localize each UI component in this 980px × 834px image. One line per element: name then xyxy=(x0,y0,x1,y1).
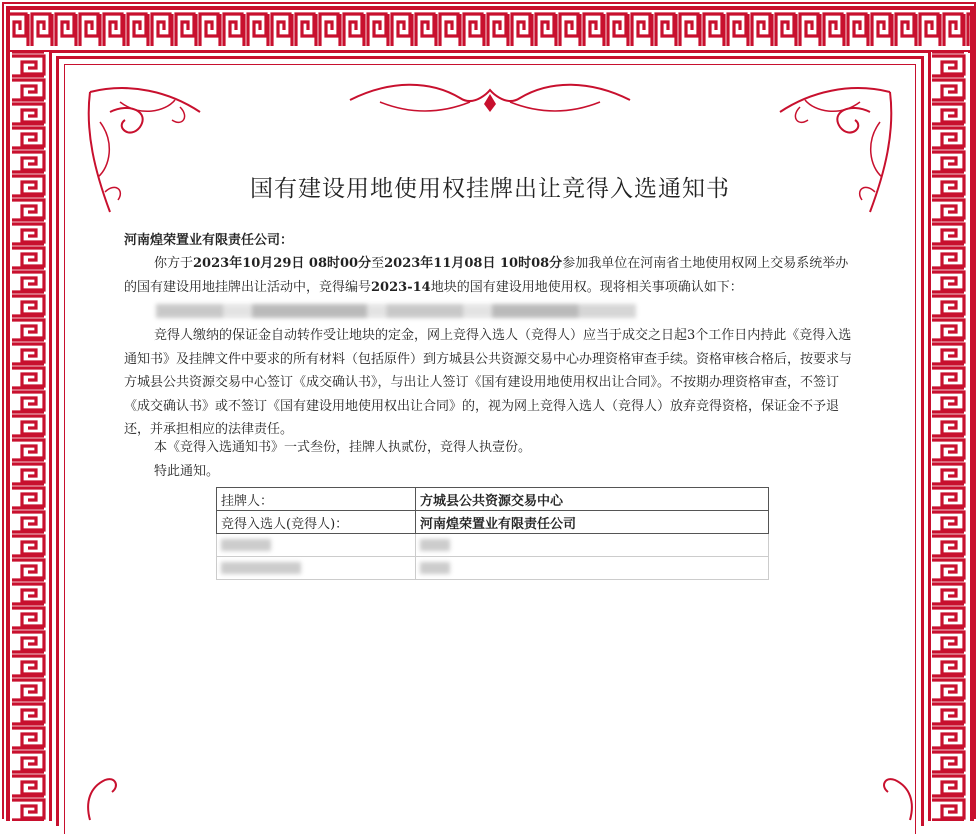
redacted-cell xyxy=(221,562,301,574)
end-time: 2023年11月08日 10时08分 xyxy=(384,256,563,271)
bottom-left-flourish-icon xyxy=(80,772,140,822)
table-key: 竞得入选人(竞得人)： xyxy=(217,511,416,534)
redacted-cell xyxy=(420,562,450,574)
table-row-redacted xyxy=(217,557,769,580)
paragraph-copies: 本《竞得入选通知书》一式叁份，挂牌人执贰份，竞得人执壹份。 xyxy=(154,440,532,455)
table-row xyxy=(217,511,769,534)
table-row xyxy=(217,488,769,511)
table-value: 方城县公共资源交易中心 xyxy=(416,488,769,511)
bottom-right-flourish-icon xyxy=(860,772,920,822)
start-time: 2023年10月29日 08时00分 xyxy=(193,256,372,271)
table-key: 挂牌人： xyxy=(217,488,416,511)
document-title: 国有建设用地使用权挂牌出让竞得入选通知书 xyxy=(250,176,730,202)
top-center-ornament-icon xyxy=(340,80,640,120)
paragraph-closing: 特此通知。 xyxy=(154,464,220,479)
paragraph-deposit-terms: 竞得人缴纳的保证金自动转作受让地块的定金，网上竞得入选人（竞得人）应当于成交之日起3个工作日内持此《竞得入选通知书》及挂牌文件中要求的所有材料（包括原件）到方城县公共资源交易中心办理资格审查手续。资格审核合格后，按要求与方城县公共资源交易中心签订《成交确认书》，与出让人签订《国有建设用地使用权出让合同》。不按期办理资格审查，不签订《成交确认书》或不签订《国有建设用地使用权出让合同》的，视为网上竞得入选人（竞得人）放弃竞得资格，保证金不予退还，并承担相应的法律责任。 xyxy=(124,328,853,437)
paragraph-participation: 你方于2023年10月29日 08时00分至2023年11月08日 10时08分参加我单位在河南省土地使用权网上交易系统举办的国有建设用地挂牌出让活动中，竞得编号2023-14地块的国有建设用地使用权。现将相关事项确认如下： xyxy=(124,252,856,323)
addressee: 河南煌荣置业有限责任公司： xyxy=(124,233,294,248)
parties-table xyxy=(216,487,769,580)
redacted-line xyxy=(156,304,636,318)
parcel-code: 2023-14 xyxy=(371,279,431,295)
table-row-redacted xyxy=(217,534,769,557)
redacted-cell xyxy=(420,539,450,551)
table-value: 河南煌荣置业有限责任公司 xyxy=(416,511,769,534)
redacted-cell xyxy=(221,539,271,551)
